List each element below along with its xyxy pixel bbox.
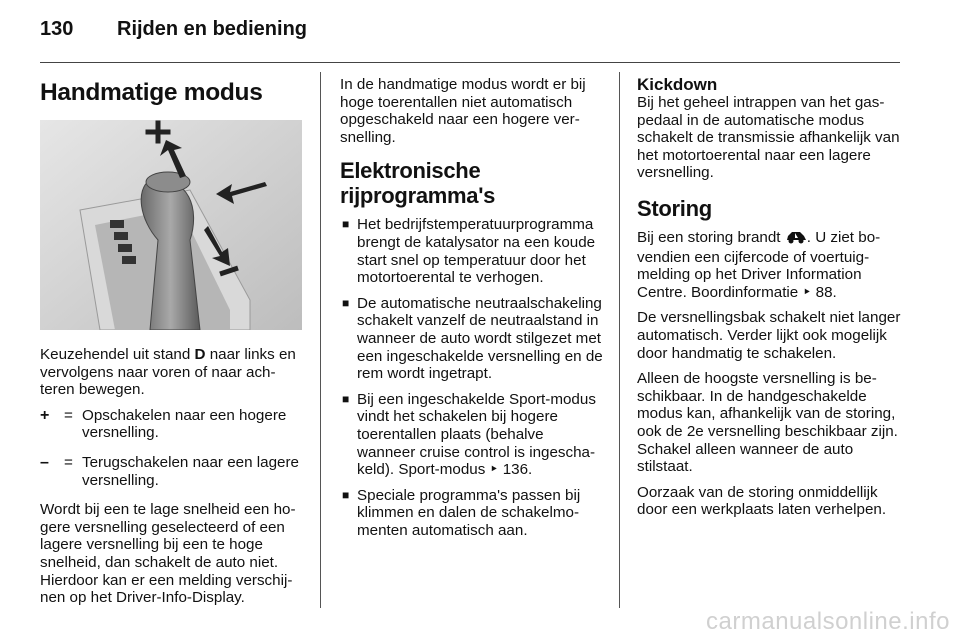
column-1 xyxy=(40,76,302,615)
kickdown-paragraph: Bij het geheel intrappen van het gaspedaal in de automatische modus schakelt de transmissie afhankelijk van het motortoerental naar een lagere versnelling. xyxy=(637,94,900,182)
column-2 xyxy=(340,76,604,547)
fault-paragraph-3: Alleen de hoogste versnelling is beschikbaar. In de handgeschakelde modus kan, afhankelijk van de storing, ook de 2e versnelling beschikbaar zijn. Schakel alleen wanneer de auto stilstaat. xyxy=(637,370,898,476)
column-3 xyxy=(637,76,903,527)
subsection-title-kickdown: Kickdown xyxy=(637,75,718,94)
intro-paragraph: Keuzehendel uit stand D naar links en vervolgens naar voren of naar achteren bewegen. xyxy=(40,346,296,399)
definition-upshift: + = Opschakelen naar een hogere versnelling. xyxy=(40,406,287,442)
minus-icon: – xyxy=(40,453,49,471)
column-divider xyxy=(320,72,321,608)
section-title-manual-mode: Handmatige modus xyxy=(40,79,263,106)
gear-lever-image xyxy=(40,120,302,330)
fault-paragraph: Bij een storing brandt . U ziet bovendien een cijfercode of voertuigmelding op het Driver Information Centre. Boordinformatie ‣ 88. xyxy=(637,228,881,301)
speed-note-paragraph: Wordt bij een te lage snelheid een hogere versnelling geselecteerd of een lagere versnelling bij een te hoge snelheid, dan schakelt de auto niet. Hierdoor kan er een melding verschijnen op het Driver-Info-Display. xyxy=(40,501,296,607)
watermark: carmanualsonline.info xyxy=(706,608,950,635)
chapter-title: Rijden en bediening xyxy=(117,18,308,40)
gear-selector-illustration xyxy=(40,120,302,330)
plus-icon: + xyxy=(40,406,50,424)
manual-mode-paragraph: In de handmatige modus wordt er bij hoge toerentallen niet automatisch opgeschakeld naar een hogere versnelling. xyxy=(340,76,586,146)
section-title-electronic-programs: Elektronische rijprogramma's xyxy=(340,158,496,209)
page-header xyxy=(40,18,900,48)
list-item: ■ De automatische neutraalschakeling schakelt vanzelf de neutraalstand in wanneer de auto wordt stilgezet met een ingeschakelde versnelling en de rem wordt ingetrapt. xyxy=(342,294,603,383)
section-title-fault: Storing xyxy=(637,195,712,221)
program-list xyxy=(340,216,604,539)
page-number: 130 xyxy=(40,18,74,40)
fault-paragraph-2: De versnellingsbak schakelt niet langer automatisch. Verder lijkt ook mogelijk door handmatig te schakelen. xyxy=(637,309,901,362)
column-divider xyxy=(619,72,620,608)
list-item: ■ Bij een ingeschakelde Sport-modus vindt het schakelen bij hogere toerentallen plaats (behalve wanneer cruise control is ingeschakeld). Sport-modus ‣ 136. xyxy=(342,390,596,479)
header-rule xyxy=(40,62,900,63)
definition-list xyxy=(40,407,302,489)
list-item: ■ Het bedrijfstemperatuurprogramma brengt de katalysator na een koude start snel op temperatuur door het motortoerental te verhogen. xyxy=(342,216,596,287)
fault-paragraph-4: Oorzaak van de storing onmiddellijk door een werkplaats laten verhelpen. xyxy=(637,483,887,519)
list-item: ■ Speciale programma's passen bij klimmen en dalen de schakelmomenten automatisch aan. xyxy=(342,486,581,539)
definition-downshift: – = Terugschakelen naar een lagere versnelling. xyxy=(40,453,299,489)
car-fault-icon xyxy=(785,230,807,249)
